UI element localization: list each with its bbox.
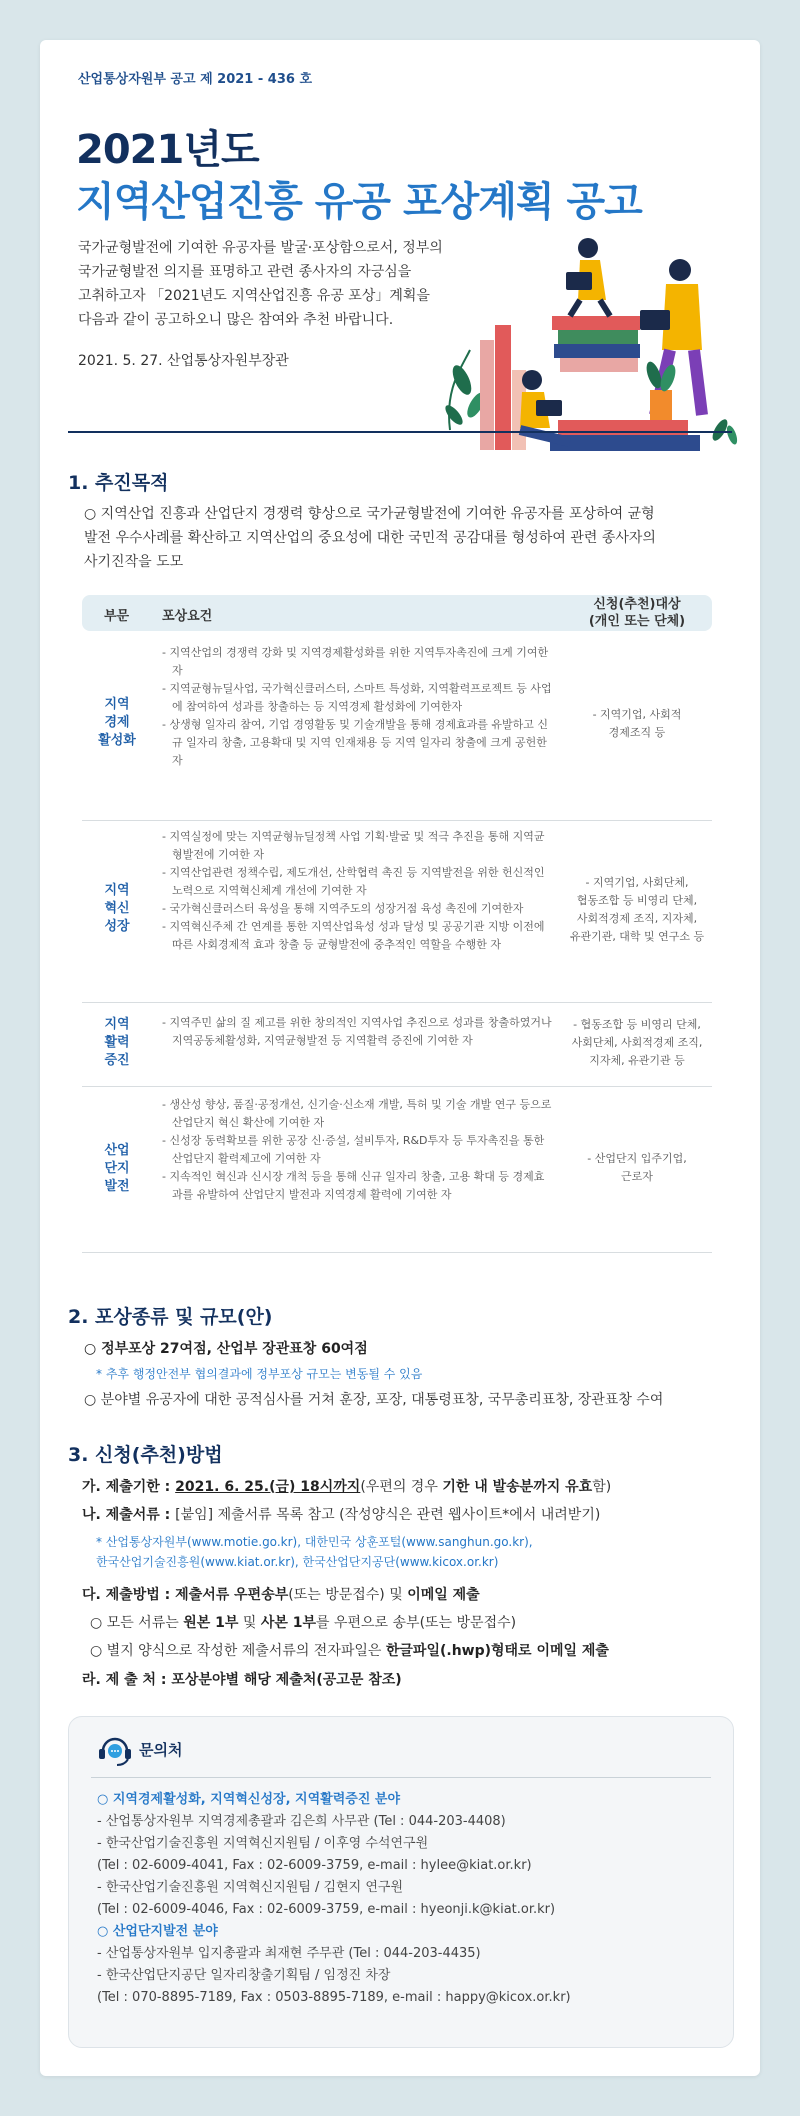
title-year: 2021년도 — [76, 127, 259, 173]
page-title: 지역산업진흥 유공 포상계획 공고 — [76, 179, 642, 225]
people-books-illustration — [440, 230, 750, 465]
contact-box — [68, 1716, 734, 2048]
row-target: - 산업단지 입주기업, 근로자 — [587, 1152, 687, 1183]
row-requirements: - 생산성 향상, 품질·공정개선, 신기술·신소재 개발, 특허 및 기술 개발 연구 등으로 산업단지 혁신 확산에 기여한 자 - 신성장 동력확보를 위한 공장 신·증설, 설비투자, R&D투자 등 투자촉진을 통한 산업단지 활력제고에 기여한 자 - 지속적인 혁신과 신시장 개척 등을 통해 신규 일자리 창출, 고용 확대 등 경제효과를 유발하여 산업단지 발전과 지역경제 활력에 기여한 자 — [162, 1098, 552, 1201]
award-count: ○ 정부포상 27여점, 산업부 장관표창 60여점 — [84, 1341, 368, 1357]
row-requirements: - 지역실정에 맞는 지역균형뉴딜정책 사업 기획·발굴 및 적극 추진을 통해 지역균형발전에 기여한 자 - 지역산업관련 정책수립, 제도개선, 산학협력 촉진 등 지역발전을 위한 헌신적인 노력으로 지역혁신체계 개선에 기여한 자 - 국가혁신클러스터 육성을 통해 지역주도의 성장거점 육성 촉진에 기여한자 - 지역혁신주체 간 연계를 통한 지역산업육성 성과 달성 및 공공기관 지방 이전에 따른 사회경제적 효과 창출 등 균형발전에 중추적인 역할을 수행한 자 — [162, 830, 545, 951]
deadline-line: 가. 제출기한 : 2021. 6. 25.(금) 18시까지(우편의 경우 기한 내 발송분까지 유효함) — [82, 1479, 612, 1495]
submission-place: 라. 제 출 처 : 포상분야별 해당 제출처(공고문 참조) — [82, 1672, 402, 1688]
contact-body: ○ 지역경제활성화, 지역혁신성장, 지역활력증진 분야 - 산업통상자원부 지역경제총괄과 김은희 사무관 (Tel : 044-203-4408) - 한국산업기술진흥원 지역혁신지원팀 / 이후영 수석연구원 (Tel : 02-6009-4041, Fax : 02-6009-3759, e-mail : hylee@kiat.or.kr) - 한국산업기술진흥원 지역혁신지원팀 / 김현지 연구원 (Tel : 02-6009-4046, Fax : 02-6009-3759, e-mail : hyeonji.k@kiat.or.kr) ○ 산업단지발전 분야 - 산업통상자원부 입지총괄과 최재현 주무관 (Tel : 044-203-4435) - 한국산업단지공단 일자리창출기획팀 / 임정진 차장 (Tel : 070-8895-7189, Fax : 0503-8895-7189, e-mail : happy@kicox.or.kr) — [97, 1789, 717, 2009]
row-category: 지역 활력 증진 — [104, 1017, 130, 1068]
section1-title: 1. 추진목적 — [68, 472, 169, 494]
section3-title: 3. 신청(추천)방법 — [68, 1444, 223, 1466]
contact-divider — [91, 1777, 711, 1778]
row-category: 지역 혁신 성장 — [104, 883, 130, 934]
row-requirements: - 지역산업의 경쟁력 강화 및 지역경제활성화를 위한 지역투자촉진에 크게 기여한 자 - 지역균형뉴딜사업, 국가혁신클러스터, 스마트 특성화, 지역활력프로젝트 등 사업에 참여하여 성과를 창출하는 등 지역경제 활성화에 기여한자 - 상생형 일자리 참여, 기업 경영활동 및 기술개발을 통해 경제효과를 유발하고 신규 일자리 창출, 고용확대 및 지역 인재채용 등 지역 일자리 창출에 크게 공헌한 자 — [162, 646, 552, 767]
row-target: - 협동조합 등 비영리 단체, 사회단체, 사회적경제 조직, 지자체, 유관기관 등 — [571, 1018, 703, 1067]
table-header — [82, 595, 712, 631]
method-line: 다. 제출방법 : 제출서류 우편송부(또는 방문접수) 및 이메일 제출 — [82, 1587, 480, 1603]
section1-body: ○ 지역산업 진흥과 산업단지 경쟁력 향상으로 국가균형발전에 기여한 유공자를 포상하여 균형 발전 우수사례를 확산하고 지역산업의 중요성에 대한 국민적 공감대를 형성하여 관련 종사자의 사기진작을 도모 — [84, 506, 656, 570]
notice-number: 산업통상자원부 공고 제 2021 - 436 호 — [78, 72, 313, 87]
intro-text: 국가균형발전에 기여한 유공자를 발굴·포상함으로서, 정부의 국가균형발전 의지를 표명하고 관련 종사자의 자긍심을 고취하고자 「2021년도 지역산업진흥 유공 포상」계획을 다음과 같이 공고하오니 많은 참여와 추천 바랍니다. — [78, 240, 443, 328]
table-row — [82, 1002, 712, 1087]
row-category: 산업 단지 발전 — [104, 1143, 130, 1194]
contact-group-title: ○ 지역경제활성화, 지역혁신성장, 지역활력증진 분야 — [97, 1792, 401, 1807]
website-note: * 산업통상자원부(www.motie.go.kr), 대한민국 상훈포털(www.sanghun.go.kr), 한국산업기술진흥원(www.kiat.or.kr), 한국산업단지공단(www.kicox.or.kr) — [96, 1535, 533, 1569]
title-divider — [68, 431, 732, 433]
contact-group-title: ○ 산업단지발전 분야 — [97, 1924, 218, 1939]
section2-title: 2. 포상종류 및 규모(안) — [68, 1306, 273, 1328]
contact-title: 문의처 — [139, 1741, 183, 1759]
row-target: - 지역기업, 사회단체, 협동조합 등 비영리 단체, 사회적경제 조직, 지자체, 유관기관, 대학 및 연구소 등 — [569, 876, 705, 943]
header-target: 신청(추천)대상 (개인 또는 단체) — [588, 597, 686, 629]
row-requirements: - 지역주민 삶의 질 제고를 위한 창의적인 지역사업 추진으로 성과를 창출하였거나 지역공동체활성화, 지역균형발전 등 지역활력 증진에 기여한 자 — [162, 1016, 552, 1047]
deadline-date: 2021. 6. 25.(금) 18시까지 — [175, 1479, 361, 1495]
award-note: * 추후 행정안전부 협의결과에 정부포상 규모는 변동될 수 있음 — [96, 1367, 423, 1381]
table-row — [82, 820, 712, 1003]
row-category: 지역 경제 활성화 — [98, 697, 136, 748]
table-row — [82, 638, 712, 821]
header-requirements: 포상요건 — [162, 609, 213, 624]
row-target: - 지역기업, 사회적 경제조직 등 — [592, 708, 682, 739]
table-row — [82, 1086, 712, 1253]
notice-card — [40, 40, 760, 2076]
header-category: 부문 — [104, 609, 130, 624]
notice-date: 2021. 5. 27. 산업통상자원부장관 — [78, 353, 289, 369]
headset-chat-icon — [95, 1729, 135, 1769]
method-item-2: ○ 별지 양식으로 작성한 제출서류의 전자파일은 한글파일(.hwp)형태로 이메일 제출 — [90, 1643, 609, 1659]
award-types: ○ 분야별 유공자에 대한 공적심사를 거쳐 훈장, 포장, 대통령표창, 국무총리표창, 장관표창 수여 — [84, 1392, 664, 1408]
method-item-1: ○ 모든 서류는 원본 1부 및 사본 1부를 우편으로 송부(또는 방문접수) — [90, 1615, 517, 1631]
documents-line: 나. 제출서류 : [붙임] 제출서류 목록 참고 (작성양식은 관련 웹사이트*에서 내려받기) — [82, 1507, 601, 1523]
